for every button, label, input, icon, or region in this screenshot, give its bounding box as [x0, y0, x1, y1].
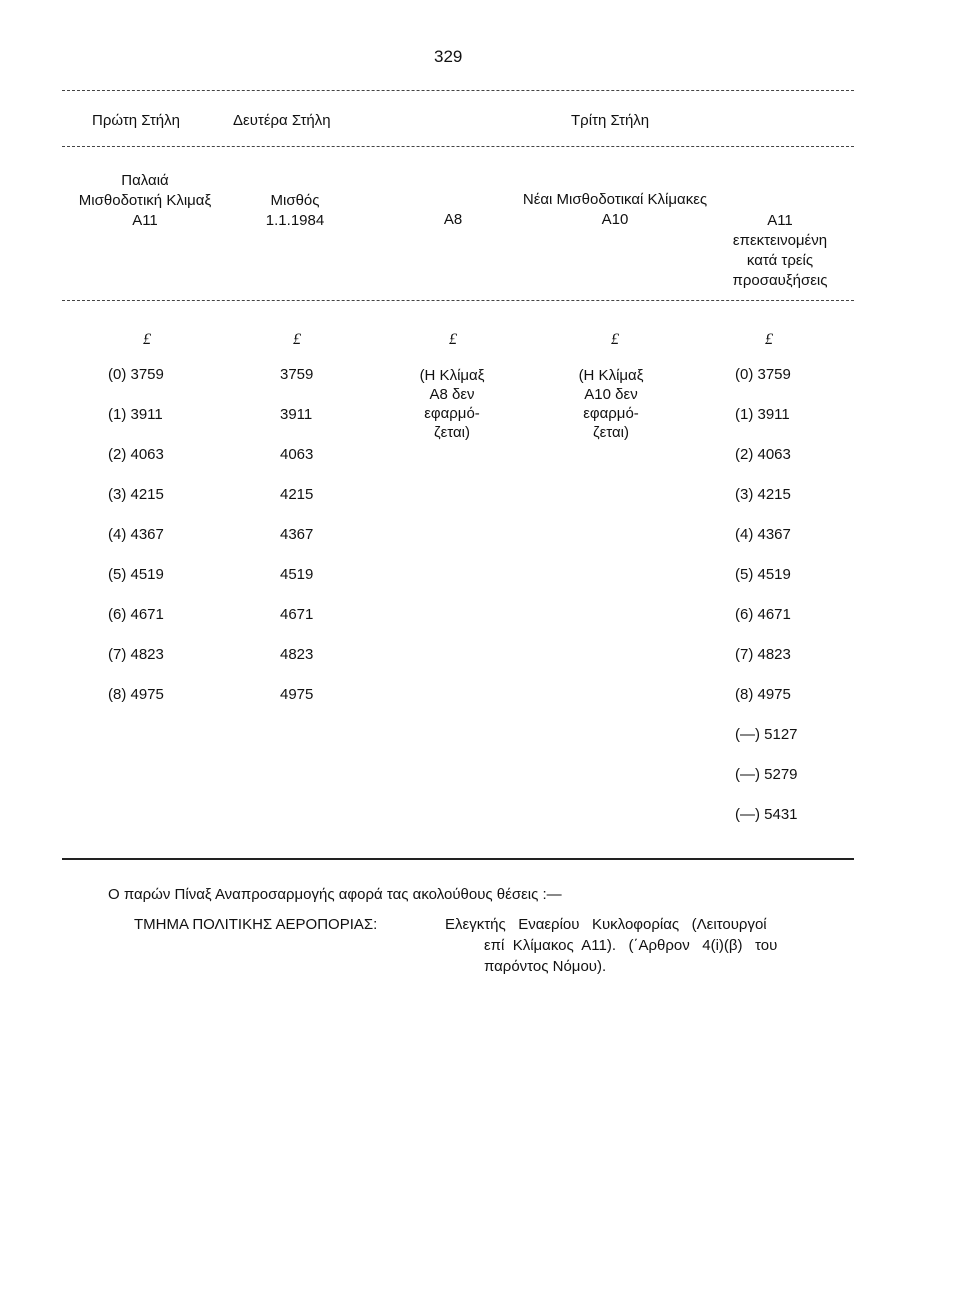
salary-row: 3911: [280, 406, 313, 423]
currency-col2: £: [293, 331, 301, 348]
a10-note-line2: Α10 δεν: [584, 386, 638, 403]
new-scales-heading: Νέαι Μισθοδοτικαί Κλίμακες: [522, 191, 708, 208]
a11-ext-row: (—) 5279: [735, 766, 798, 783]
footer-position-line2: επί Κλίμακος Α11). (΄Αρθρον 4(i)(β) του: [484, 937, 778, 954]
a10-note: [556, 366, 666, 442]
a11-ext-row: (2) 4063: [735, 446, 791, 463]
a11-ext-row: (6) 4671: [735, 606, 791, 623]
old-row: (7) 4823: [108, 646, 164, 663]
a10-heading: Α10: [601, 211, 629, 228]
a11-ext-line4: προσαυξήσεις: [732, 272, 828, 289]
header-first-column: Πρώτη Στήλη: [92, 112, 180, 129]
a11-ext-row: (0) 3759: [735, 366, 791, 383]
a8-note: [402, 366, 502, 442]
a11-ext-line2: επεκτεινομένη: [732, 232, 828, 249]
salary-row: 4975: [280, 686, 314, 703]
footer-position-line1: Ελεγκτής Εναερίου Κυκλοφορίας (Λειτουργοί: [445, 916, 767, 933]
a8-note-line4: ζεται): [433, 424, 470, 441]
old-row: (6) 4671: [108, 606, 164, 623]
a11-extended-heading: [695, 211, 865, 291]
footer-intro: Ο παρών Πίναξ Αναπροσαρμογής αφορά τας ακολούθους θέσεις :—: [108, 886, 562, 903]
salary-row: 4519: [280, 566, 314, 583]
old-row: (4) 4367: [108, 526, 164, 543]
old-row: (8) 4975: [108, 686, 164, 703]
currency-col1: £: [143, 331, 151, 348]
a11-ext-row: (—) 5127: [735, 726, 798, 743]
footer-department: ΤΜΗΜΑ ΠΟΛΙΤΙΚΗΣ ΑΕΡΟΠΟΡΙΑΣ:: [134, 916, 378, 933]
old-row: (1) 3911: [108, 406, 163, 423]
subheader-rule: [62, 300, 854, 301]
old-scale-heading: [60, 171, 230, 231]
salary-row: 4367: [280, 526, 314, 543]
old-row: (3) 4215: [108, 486, 164, 503]
old-scale-line2: Μισθοδοτική Κλιμαξ: [78, 192, 212, 209]
a11-ext-row: (7) 4823: [735, 646, 791, 663]
a11-ext-line3: κατά τρείς: [746, 252, 814, 269]
salary-row: 3759: [280, 366, 314, 383]
header-second-column: Δευτέρα Στήλη: [233, 112, 331, 129]
old-row: (5) 4519: [108, 566, 164, 583]
page-number: 329: [434, 47, 463, 66]
a11-ext-row: (5) 4519: [735, 566, 791, 583]
a11-ext-line1: Α11: [767, 212, 793, 229]
currency-col5: £: [765, 331, 773, 348]
a11-ext-row: (1) 3911: [735, 406, 790, 423]
a11-ext-row: (8) 4975: [735, 686, 791, 703]
salary-line2: 1.1.1984: [265, 212, 325, 229]
salary-row: 4671: [280, 606, 314, 623]
old-scale-line1: Παλαιά: [121, 172, 169, 189]
header-third-column: Τρίτη Στήλη: [571, 112, 650, 129]
salary-row: 4823: [280, 646, 314, 663]
a8-heading: Α8: [443, 211, 463, 228]
a8-note-line3: εφαρμό-: [424, 405, 480, 422]
a11-ext-row: (4) 4367: [735, 526, 791, 543]
currency-col3: £: [449, 331, 457, 348]
a11-ext-row: (—) 5431: [735, 806, 798, 823]
table-bottom-rule: [62, 858, 854, 860]
salary-row: 4215: [280, 486, 314, 503]
footer-position-line3: παρόντος Νόμου).: [484, 958, 607, 975]
top-rule: [62, 90, 854, 91]
old-row: (0) 3759: [108, 366, 164, 383]
currency-col4: £: [611, 331, 619, 348]
a10-note-line4: ζεται): [592, 424, 629, 441]
header-rule: [62, 146, 854, 147]
salary-line1: Μισθός: [270, 192, 320, 209]
a10-note-line1: (Η Κλίμαξ: [578, 367, 644, 384]
a11-ext-row: (3) 4215: [735, 486, 791, 503]
a10-note-line3: εφαρμό-: [583, 405, 639, 422]
a8-note-line2: Α8 δεν: [429, 386, 475, 403]
salary-heading: [240, 191, 350, 231]
a8-note-line1: (Η Κλίμαξ: [419, 367, 485, 384]
old-scale-line3: Α11: [132, 212, 158, 229]
salary-row: 4063: [280, 446, 314, 463]
old-row: (2) 4063: [108, 446, 164, 463]
